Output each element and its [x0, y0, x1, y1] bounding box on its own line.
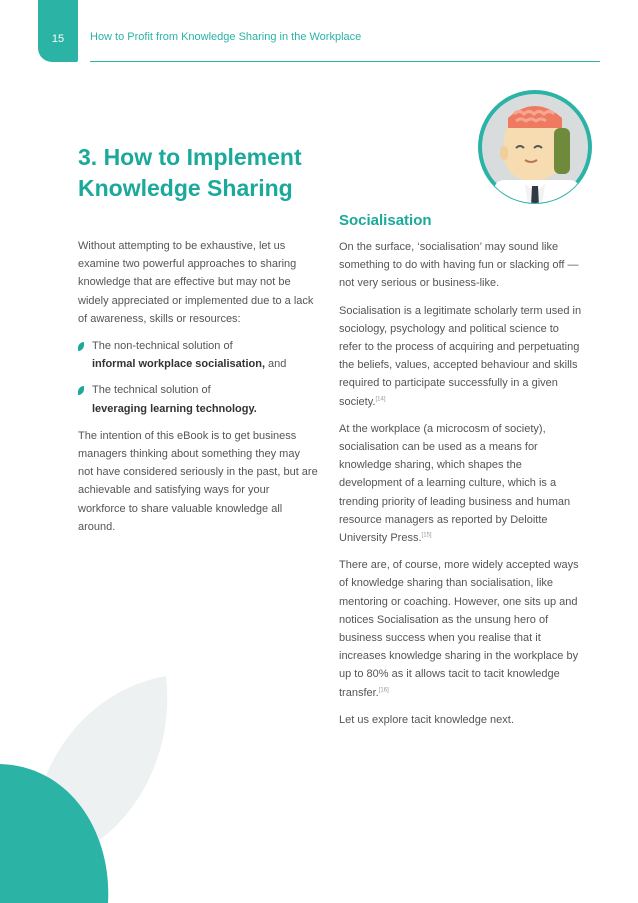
running-title: How to Profit from Knowledge Sharing in the Workplace	[90, 31, 362, 43]
teal-leaf-decoration	[0, 762, 112, 903]
list-item	[78, 381, 318, 417]
bullet-suffix: and	[265, 358, 287, 371]
closing-paragraph: The intention of this eBook is to get business managers thinking about something they may not have considered seriously in the past, but are achievable and satisfying ways for your workforce to share valuable knowledge all around.	[78, 429, 318, 533]
paragraph: Socialisation is a legitimate scholarly term used in sociology, psychology and political science to refer to the process of acquiring and perpetuating the beliefs, values, accepted behaviour and skills required to participate successfully in a given society.[14]	[339, 304, 582, 408]
brain-head-avatar-icon	[476, 88, 594, 206]
section-heading: Socialisation	[339, 212, 432, 229]
left-column	[78, 237, 318, 545]
grey-leaf-decoration	[26, 672, 176, 872]
chapter-title: 3. How to Implement Knowledge Sharing	[78, 144, 302, 201]
bullet-text: The non-technical solution of	[92, 340, 233, 353]
reference-marker: [16]	[378, 687, 389, 694]
reference-marker: [15]	[421, 532, 432, 539]
approaches-list	[78, 337, 318, 418]
paragraph: Let us explore tacit knowledge next.	[339, 713, 514, 726]
page-number: 15	[51, 33, 65, 45]
reference-marker: [14]	[375, 395, 386, 402]
bullet-strong-text: informal workplace socialisation,	[92, 358, 265, 371]
right-column	[339, 238, 583, 738]
page-number-tab	[38, 0, 78, 62]
paragraph: There are, of course, more widely accepted ways of knowledge sharing than socialisation, like mentoring or coaching. However, one sits up and notices Socialisation as the unsung hero of business success when you realise that it increases knowledge sharing in the workplace by up to 80% as it allows tacit to tacit knowledge transfer.[16]	[339, 559, 579, 699]
leaf-bullet-icon	[78, 342, 84, 351]
bullet-text: The technical solution of	[92, 384, 211, 397]
header-divider	[90, 61, 600, 62]
bullet-strong-text: leveraging learning technology.	[92, 402, 257, 415]
list-item	[78, 337, 318, 373]
paragraph: On the surface, ‘socialisation’ may sound like something to do with having fun or slacking off —not very serious or business-like.	[339, 241, 579, 290]
leaf-bullet-icon	[78, 386, 84, 395]
paragraph: At the workplace (a microcosm of society), socialisation can be used as a means for knowledge sharing, which shapes the development of a learning culture, which is a trending priority of leading business and human resource managers as reported by Deloitte University Press.[15]	[339, 422, 571, 545]
intro-paragraph: Without attempting to be exhaustive, let us examine two powerful approaches to sharing knowledge that are effective but may not be widely appreciated or implemented due to a lack of awareness, skills or resources:	[78, 240, 314, 325]
